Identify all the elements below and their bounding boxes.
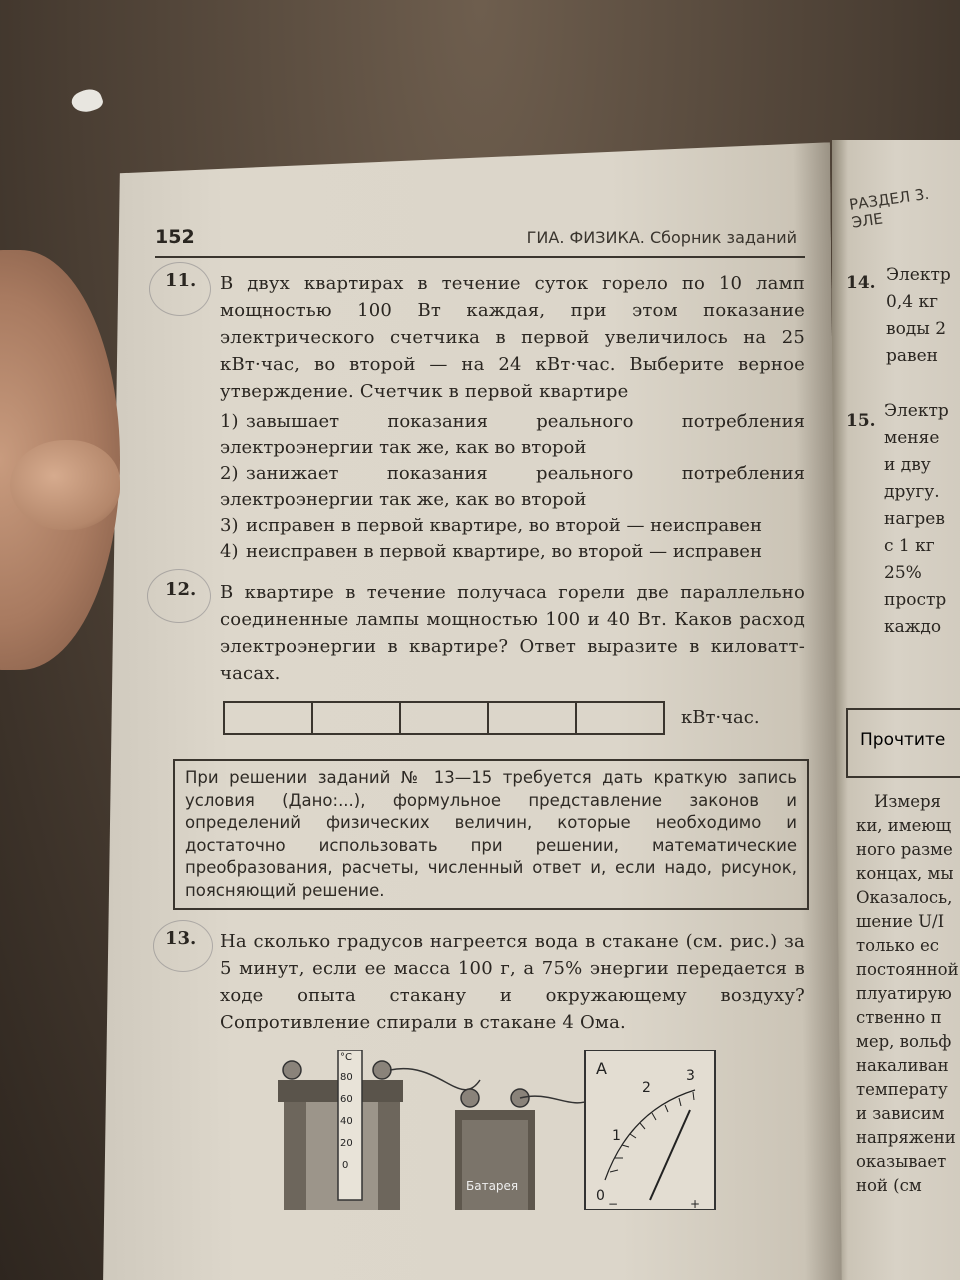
text-line: равен (886, 346, 938, 366)
option-1 (220, 409, 805, 461)
minus-terminal: − (608, 1197, 619, 1210)
reading-box-label: Прочтите (860, 730, 946, 750)
text-line: накаливан (856, 1056, 949, 1075)
thermometer-tick: 20 (340, 1138, 353, 1149)
ammeter-scale-0: 0 (596, 1188, 605, 1204)
option-number: 3) (220, 515, 239, 536)
page-header (155, 222, 805, 258)
text-line: постоянной (856, 960, 959, 979)
option-text: исправен в первой квартире, во второй — неисправен (246, 515, 762, 536)
plus-terminal: + (690, 1197, 701, 1210)
text-line: оказывает (856, 1152, 947, 1171)
right-body-text (856, 790, 960, 1198)
option-2 (220, 461, 805, 513)
answer-cell[interactable] (577, 703, 663, 733)
text-line: Измеря (874, 792, 941, 811)
text-line: Оказалось, (856, 888, 953, 907)
text-line: напряжени (856, 1128, 956, 1147)
task-number: 12. (165, 579, 197, 600)
answer-field (223, 701, 805, 737)
paper-scrap (69, 86, 105, 117)
option-text: завышает показания реального потребления электроэнергии так же, как во второй (220, 411, 805, 458)
page-number: 152 (155, 226, 195, 248)
instruction-box: При решении заданий № 13—15 требуется дать краткую запись условия (Дано:...), формульное представление законов и определений физических величин, которые необходимо и достаточно использовать при решении, математические преобразования, расчеты, численный ответ и, если надо, рисунок, поясняющий решение. (173, 759, 809, 910)
option-number: 1) (220, 411, 239, 432)
thermometer-tick: 60 (340, 1094, 353, 1105)
right-reading-box (846, 708, 960, 778)
task-text: В квартире в течение получаса горели две параллельно соединенные лампы мощностью 100 и 40 Вт. Каков расход электроэнергии в квартире? Ответ выразите в киловатт-часах. (220, 582, 805, 684)
text-line: шение U/I (856, 912, 945, 931)
battery-label: Батарея (466, 1179, 519, 1193)
task-11 (155, 270, 805, 565)
text-line: ного разме (856, 840, 953, 859)
ammeter-scale-1: 1 (612, 1128, 621, 1144)
text-line: температу (856, 1080, 948, 1099)
text-line: 25% (884, 563, 922, 583)
text-line: Электр (886, 265, 951, 285)
text-line: каждо (884, 617, 942, 637)
text-line: с 1 кг (884, 536, 935, 556)
option-text: неисправен в первой квартире, во второй — исправен (246, 541, 762, 562)
task-text: На сколько градусов нагреется вода в стакане (см. рис.) за 5 минут, если ее масса 100 г, а 75% энергии передается в ходе опыта стакану и окружающему воздуху? Сопротивление спирали в стакане 4 Ома. (220, 931, 805, 1033)
task-14-text (886, 262, 960, 370)
text-line: только ес (856, 936, 940, 955)
answer-unit: кВт·час. (681, 707, 760, 728)
task-15-text (884, 398, 960, 641)
text-line: 0,4 кг (886, 292, 938, 312)
right-section-title: РАЗДЕЛ 3. ЭЛЕ (848, 184, 931, 232)
task-text: В двух квартирах в течение суток горело по 10 ламп мощностью 100 Вт каждая, при этом показание электрического счетчика в первой увеличилось на 25 кВт·час, во второй — на 24 кВт·час. Выберите верное утверждение. Счетчик в первой квартире (220, 273, 805, 402)
answer-options (220, 409, 805, 565)
thermometer-tick: 0 (342, 1160, 349, 1171)
ammeter-scale-3: 3 (686, 1068, 695, 1084)
answer-cell[interactable] (313, 703, 401, 733)
text-line: ственно п (856, 1008, 942, 1027)
option-4 (220, 539, 805, 565)
page-content (155, 222, 805, 1210)
text-line: другу. (884, 482, 940, 502)
task-number: 13. (165, 928, 197, 949)
answer-cell[interactable] (489, 703, 577, 733)
ammeter (585, 1050, 715, 1210)
task-13 (155, 928, 805, 1036)
option-3 (220, 513, 805, 539)
task-12 (155, 579, 805, 737)
answer-cell[interactable] (401, 703, 489, 733)
text-line: ки, имеющ (856, 816, 952, 835)
text-line: плуатирую (856, 984, 952, 1003)
text-line: ной (см (856, 1176, 922, 1195)
task-number: 11. (165, 270, 197, 291)
ammeter-scale-2: 2 (642, 1080, 651, 1096)
text-line: нагрев (884, 509, 945, 529)
option-number: 2) (220, 463, 239, 484)
text-line: меняе (884, 428, 940, 448)
circuit-illustration (270, 1050, 730, 1210)
text-line: мер, вольф (856, 1032, 952, 1051)
text-line: Электр (884, 401, 949, 421)
glass-with-coil (278, 1050, 480, 1210)
task-14-number: 14. (846, 273, 876, 293)
text-line: простр (884, 590, 947, 610)
task-15-number: 15. (846, 411, 876, 431)
option-text: занижает показания реального потребления электроэнергии так же, как во второй (220, 463, 805, 510)
battery (455, 1089, 590, 1210)
circuit-figure (270, 1050, 805, 1210)
thermometer-tick: 40 (340, 1116, 353, 1127)
ammeter-label: A (596, 1059, 607, 1078)
answer-cell[interactable] (225, 703, 313, 733)
answer-cells (223, 701, 665, 735)
running-title: ГИА. ФИЗИКА. Сборник заданий (526, 228, 797, 247)
option-number: 4) (220, 541, 239, 562)
text-line: и дву (884, 455, 931, 475)
text-line: воды 2 (886, 319, 947, 339)
thumb (10, 440, 120, 530)
text-line: концах, мы (856, 864, 954, 883)
thermometer-tick: 80 (340, 1072, 353, 1083)
thermometer-unit: °C (340, 1052, 352, 1063)
text-line: и зависим (856, 1104, 945, 1123)
